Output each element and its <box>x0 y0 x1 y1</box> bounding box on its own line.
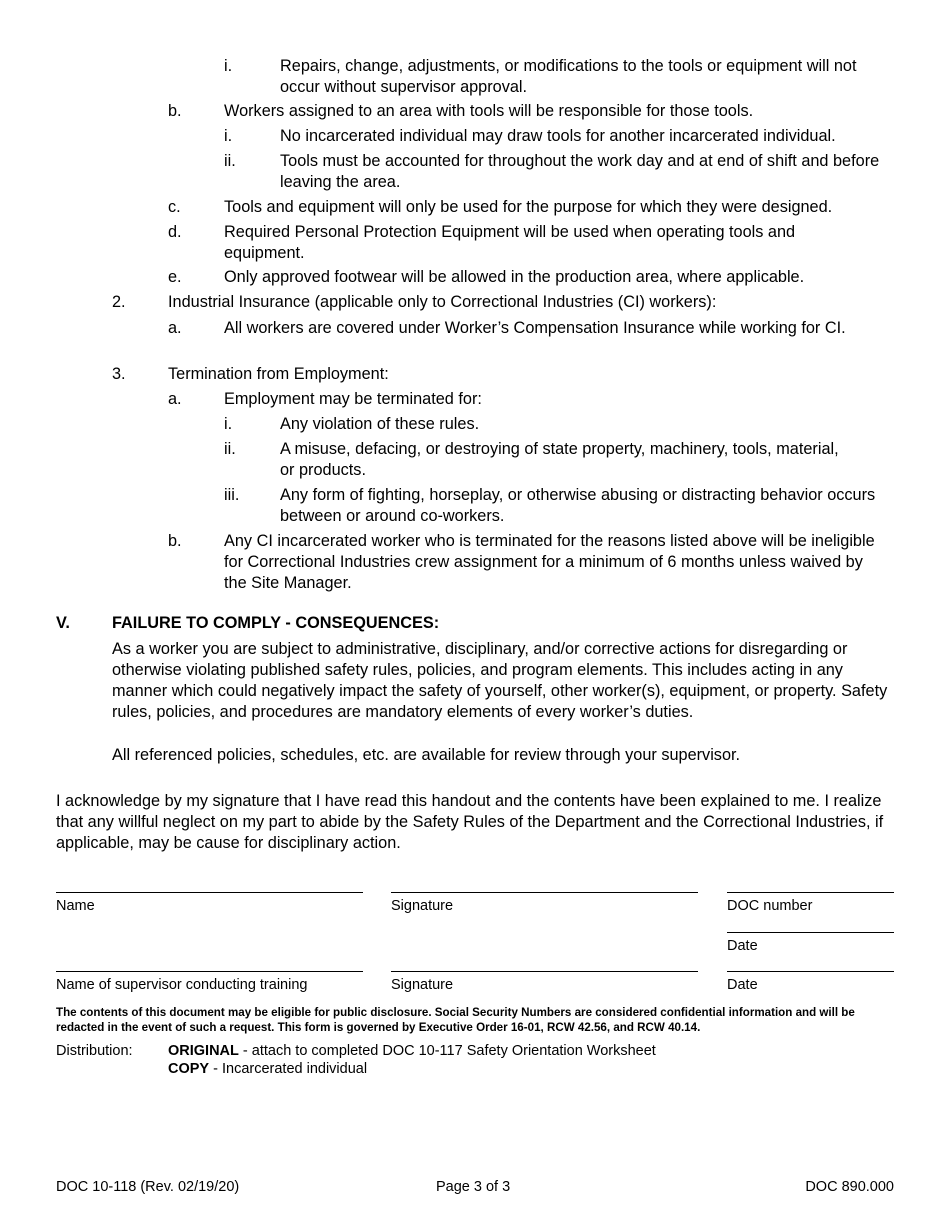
item-number: i. <box>224 127 233 145</box>
acknowledgement-body: I acknowledge by my signature that I have read this handout and the contents have been explained to me. I realize that any willful neglect on my part to abide by the Safety Rules of the Department and the Correctional Industries, if applicable, may be cause for disciplinary action. <box>56 792 884 852</box>
item-text: No incarcerated individual may draw tools for another incarcerated individual. <box>280 127 836 145</box>
item-text: Any CI incarcerated worker who is terminated for the reasons listed above will be ineligible for Correctional Industries crew assignment for a minimum of 6 months unless waived by the Site Manager. <box>224 532 875 592</box>
supervisor-date-label: Date <box>727 977 758 993</box>
item-text: Workers assigned to an area with tools will be responsible for those tools. <box>224 102 754 120</box>
list-item <box>168 222 868 264</box>
date-line[interactable] <box>727 932 894 933</box>
supervisor-signature-label: Signature <box>391 977 454 993</box>
item-number: a. <box>168 390 182 408</box>
name-label: Name <box>56 898 95 914</box>
item-text: Tools must be accounted for throughout the work day and at end of shift and before leaving the area. <box>280 152 880 191</box>
supervisor-signature-line[interactable] <box>391 971 698 972</box>
item-number: b. <box>168 102 182 120</box>
item-text: Industrial Insurance (applicable only to Correctional Industries (CI) workers): <box>168 293 717 311</box>
item-number: 3. <box>112 365 126 383</box>
page-number: Page 3 of 3 <box>436 1179 511 1195</box>
form-revision: DOC 10-118 (Rev. 02/19/20) <box>56 1179 240 1195</box>
item-text: A misuse, defacing, or destroying of state property, machinery, tools, material, or products. <box>280 440 839 479</box>
policy-number: DOC 890.000 <box>805 1179 894 1195</box>
original-label: ORIGINAL <box>168 1043 239 1059</box>
item-text: Employment may be terminated for: <box>224 390 482 408</box>
doc-number-label: DOC number <box>727 898 813 914</box>
list-item <box>168 531 878 594</box>
distribution-original <box>168 1042 656 1060</box>
item-number: a. <box>168 319 182 337</box>
list-item <box>168 389 896 410</box>
distribution-label: Distribution: <box>56 1043 133 1059</box>
item-text: Only approved footwear will be allowed in the production area, where applicable. <box>224 268 805 286</box>
section-heading <box>56 613 896 634</box>
item-text: Any violation of these rules. <box>280 415 480 433</box>
supervisor-name-line[interactable] <box>56 971 363 972</box>
supervisor-name-label: Name of supervisor conducting training <box>56 977 308 993</box>
list-item <box>112 364 896 385</box>
item-text: Repairs, change, adjustments, or modifications to the tools or equipment will not occur without supervisor approval. <box>280 57 857 96</box>
item-number: i. <box>224 415 233 433</box>
list-item <box>168 101 896 122</box>
list-item <box>224 414 896 435</box>
item-number: b. <box>168 532 182 550</box>
item-number: 2. <box>112 293 126 311</box>
item-text: All workers are covered under Worker’s Compensation Insurance while working for CI. <box>224 319 846 337</box>
item-number: e. <box>168 268 182 286</box>
item-number: ii. <box>224 152 236 170</box>
disclosure-notice: The contents of this document may be eligible for public disclosure. Social Security Numbers are considered confidential information and will be redacted in the event of such a request. This form is governed by Executive Order 16-01, RCW 42.56, and RCW 40.14. <box>56 1006 855 1034</box>
item-text: Required Personal Protection Equipment will be used when operating tools and equipment. <box>224 223 796 262</box>
name-line[interactable] <box>56 892 363 893</box>
item-number: c. <box>168 198 181 216</box>
list-item <box>224 126 896 147</box>
supervisor-date-line[interactable] <box>727 971 894 972</box>
paragraph-text: As a worker you are subject to administrative, disciplinary, and/or corrective actions for disregarding or otherwise violating published safety rules, policies, and program elements. This includes acting in any manner which could negatively impact the safety of yourself, other worker(s), equipment, or property. Safety rules, policies, and procedures are mandatory elements of every worker’s duties. <box>112 640 888 721</box>
item-number: iii. <box>224 486 240 504</box>
doc-number-line[interactable] <box>727 892 894 893</box>
section-paragraph <box>112 745 896 766</box>
item-text: Tools and equipment will only be used for the purpose for which they were designed. <box>224 198 833 216</box>
section-paragraph <box>112 639 902 723</box>
date-label: Date <box>727 938 758 954</box>
signature-line[interactable] <box>391 892 698 893</box>
list-item <box>224 151 896 193</box>
item-number: ii. <box>224 440 236 458</box>
list-item <box>224 56 896 98</box>
signature-label: Signature <box>391 898 454 914</box>
list-item <box>168 267 896 288</box>
acknowledgement-text <box>56 791 902 854</box>
list-item <box>168 197 896 218</box>
item-text: Any form of fighting, horseplay, or otherwise abusing or distracting behavior occurs between or around co-workers. <box>280 486 876 525</box>
item-number: i. <box>224 57 233 75</box>
list-item <box>168 318 890 339</box>
list-item <box>224 485 896 527</box>
paragraph-text: All referenced policies, schedules, etc. are available for review through your supervisor. <box>112 746 741 764</box>
original-text: - attach to completed DOC 10-117 Safety Orientation Worksheet <box>238 1043 656 1059</box>
distribution-copy <box>168 1060 367 1078</box>
item-number: d. <box>168 223 182 241</box>
list-item <box>224 439 844 481</box>
list-item <box>112 292 896 313</box>
copy-text: - Incarcerated individual <box>209 1061 368 1077</box>
item-text: Termination from Employment: <box>168 365 389 383</box>
section-number: V. <box>56 614 70 632</box>
copy-label: COPY <box>168 1061 210 1077</box>
section-title: FAILURE TO COMPLY - CONSEQUENCES: <box>112 614 440 632</box>
